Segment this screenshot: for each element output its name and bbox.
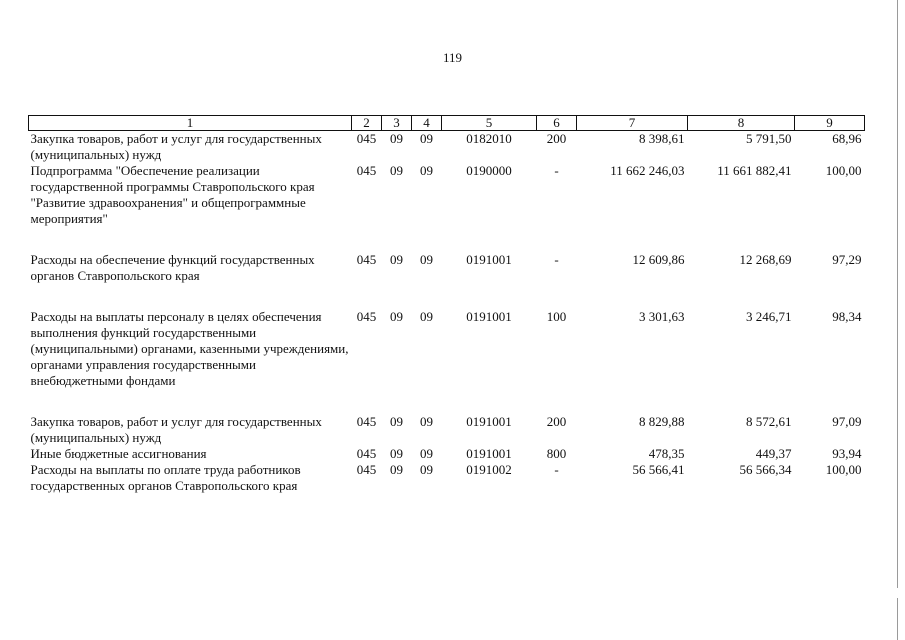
row-name: Расходы на обеспечение функций государственных органов Ставропольского края	[30, 252, 315, 283]
row-execution-percent: 100,00	[825, 163, 862, 178]
row-section-code: 09	[390, 462, 403, 477]
row-ministry-code: 045	[356, 462, 377, 477]
row-section-code: 09	[390, 414, 403, 429]
row-section-code: 09	[390, 163, 403, 178]
row-executed-amount: 12 268,69	[739, 252, 792, 267]
table-row	[29, 414, 865, 446]
row-section-code: 09	[390, 131, 403, 146]
row-expense-type: 200	[546, 414, 567, 429]
row-section-code: 09	[390, 446, 403, 461]
row-ministry-code: 045	[356, 414, 377, 429]
row-planned-amount: 478,35	[648, 446, 685, 461]
row-name: Расходы на выплаты персоналу в целях обеспечения выполнения функций государственными (муниципальными) органами, казенными учреждениями, органами управления государственными внебюджетными фондами	[30, 309, 349, 388]
row-expense-type: -	[554, 252, 559, 267]
table-row	[29, 462, 865, 494]
row-planned-amount: 12 609,86	[632, 252, 685, 267]
header-col-6: 6	[537, 116, 577, 131]
header-col-2: 2	[352, 116, 382, 131]
row-execution-percent: 97,29	[832, 252, 862, 267]
row-executed-amount: 449,37	[755, 446, 792, 461]
row-ministry-code: 045	[356, 252, 377, 267]
row-execution-percent: 68,96	[832, 131, 862, 146]
header-col-4: 4	[412, 116, 442, 131]
table-row	[29, 252, 865, 309]
row-expense-type: 200	[546, 131, 567, 146]
header-row	[29, 116, 865, 131]
row-executed-amount: 3 246,71	[746, 309, 792, 324]
row-execution-percent: 97,09	[832, 414, 862, 429]
header-col-3: 3	[382, 116, 412, 131]
row-name: Закупка товаров, работ и услуг для государственных (муниципальных) нужд	[30, 414, 322, 445]
row-ministry-code: 045	[356, 446, 377, 461]
table-row	[29, 309, 865, 414]
scan-edge-line-lower	[897, 598, 898, 640]
row-subsection-code: 09	[420, 446, 433, 461]
row-subsection-code: 09	[420, 163, 433, 178]
row-target-article: 0191001	[466, 309, 512, 324]
row-executed-amount: 11 661 882,41	[717, 163, 792, 178]
row-subsection-code: 09	[420, 252, 433, 267]
row-planned-amount: 3 301,63	[639, 309, 685, 324]
row-target-article: 0191002	[466, 462, 512, 477]
row-subsection-code: 09	[420, 414, 433, 429]
row-target-article: 0182010	[466, 131, 512, 146]
header-col-5: 5	[442, 116, 537, 131]
row-executed-amount: 5 791,50	[746, 131, 792, 146]
header-col-1: 1	[29, 116, 352, 131]
row-planned-amount: 8 398,61	[639, 131, 685, 146]
table-row	[29, 163, 865, 252]
table-row	[29, 446, 865, 462]
row-executed-amount: 56 566,34	[739, 462, 792, 477]
row-execution-percent: 100,00	[825, 462, 862, 477]
row-execution-percent: 98,34	[832, 309, 862, 324]
row-name: Иные бюджетные ассигнования	[30, 446, 207, 461]
row-name: Подпрограмма "Обеспечение реализации государственной программы Ставропольского края "Развитие здравоохранения" и общепрограммные мероприятия"	[30, 163, 315, 226]
row-executed-amount: 8 572,61	[746, 414, 792, 429]
row-expense-type: -	[554, 163, 559, 178]
row-expense-type: -	[554, 462, 559, 477]
row-target-article: 0190000	[466, 163, 512, 178]
row-name: Закупка товаров, работ и услуг для государственных (муниципальных) нужд	[30, 131, 322, 162]
row-target-article: 0191001	[466, 446, 512, 461]
table-row	[29, 131, 865, 164]
row-ministry-code: 045	[356, 131, 377, 146]
row-subsection-code: 09	[420, 462, 433, 477]
row-target-article: 0191001	[466, 252, 512, 267]
budget-table	[28, 115, 865, 494]
row-planned-amount: 8 829,88	[639, 414, 685, 429]
row-subsection-code: 09	[420, 131, 433, 146]
row-ministry-code: 045	[356, 163, 377, 178]
row-target-article: 0191001	[466, 414, 512, 429]
row-subsection-code: 09	[420, 309, 433, 324]
header-col-9: 9	[795, 116, 865, 131]
row-expense-type: 800	[546, 446, 567, 461]
header-col-8: 8	[688, 116, 795, 131]
row-planned-amount: 11 662 246,03	[610, 163, 685, 178]
row-expense-type: 100	[546, 309, 567, 324]
row-section-code: 09	[390, 309, 403, 324]
row-section-code: 09	[390, 252, 403, 267]
header-col-7: 7	[577, 116, 688, 131]
row-ministry-code: 045	[356, 309, 377, 324]
page-number: 119	[442, 50, 463, 65]
row-execution-percent: 93,94	[832, 446, 862, 461]
row-name: Расходы на выплаты по оплате труда работников государственных органов Ставропольского края	[30, 462, 301, 493]
row-planned-amount: 56 566,41	[632, 462, 685, 477]
scan-edge-line	[897, 0, 898, 588]
